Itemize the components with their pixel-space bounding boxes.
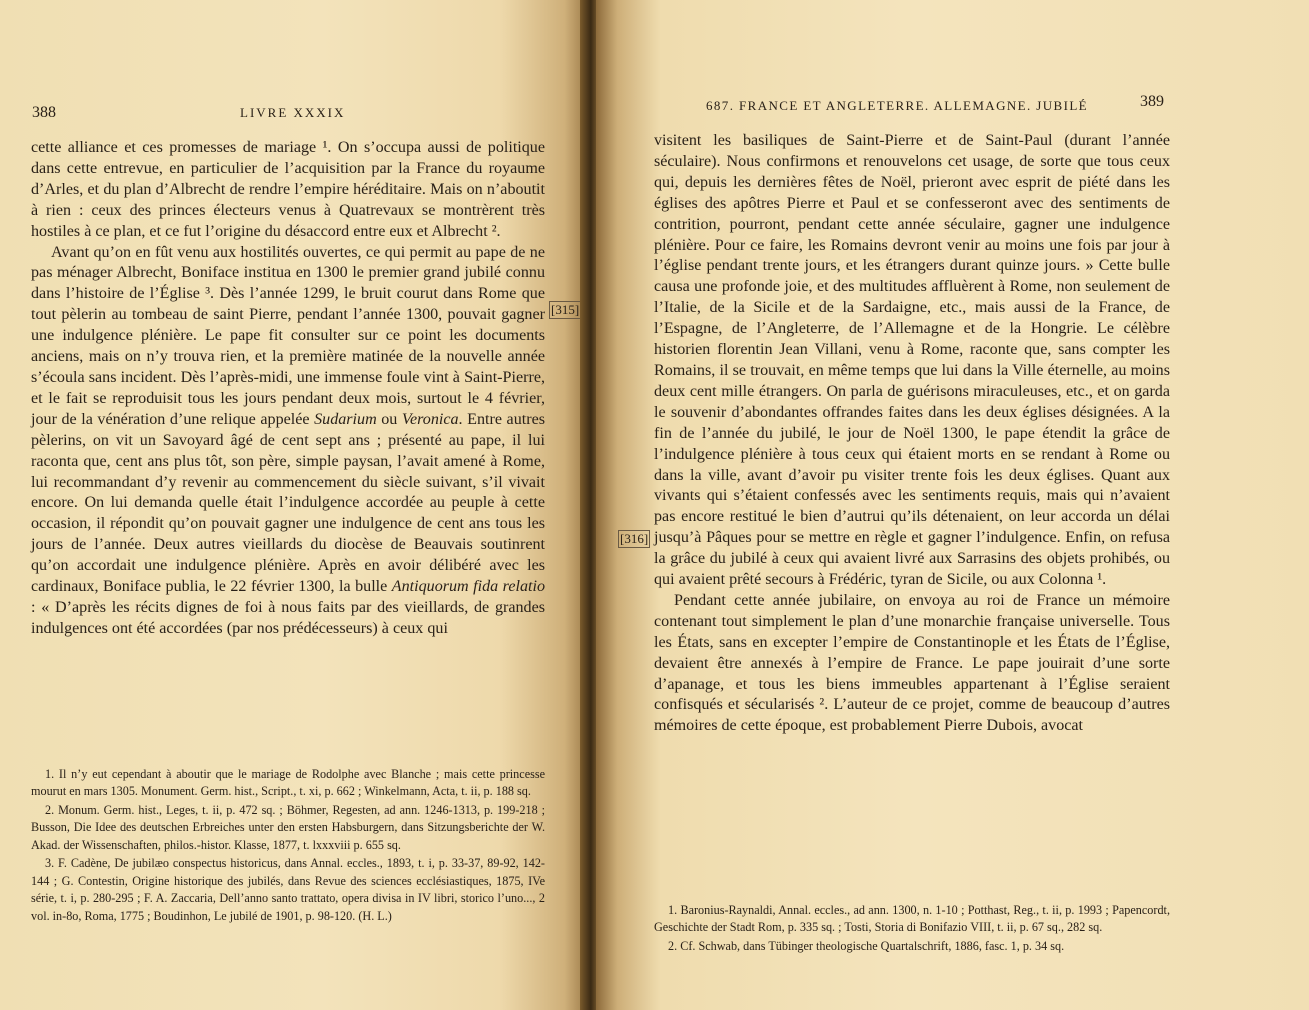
- right-page: [596, 0, 1309, 1010]
- right-body-text: [654, 131, 1170, 737]
- right-footnotes: [654, 902, 1170, 957]
- right-running-head: 687. FRANCE ET ANGLETERRE. ALLEMAGNE. JUBILÉ: [706, 98, 1089, 113]
- sudarium-term: Sudarium: [314, 410, 377, 428]
- left-page: [0, 0, 588, 1010]
- left-page-number: 388: [32, 104, 56, 121]
- left-footnotes: [31, 766, 545, 926]
- left-footnote-1: 1. Il n’y eut cependant à aboutir que le mariage de Rodolphe avec Blanche ; mais cette princesse mourut en mars 1305. Monument. Germ. hist., Script., t. xi, p. 662 ; Winkelmann, Acta, t. ii, p. 188 sq.: [31, 767, 545, 799]
- left-running-head: LIVRE XXXIX: [240, 105, 346, 120]
- left-footnote-3: 3. F. Cadène, De jubilæo conspectus historicus, dans Annal. eccles., 1893, t. i, p. 33-37, 89-92, 142-144 ; G. Contestin, Origine historique des jubilés, dans Revue des sciences ecclésiastiques, 1875, IVe série, t. i, p. 280-295 ; F. A. Zaccaria, Dell’anno santo trattato, opera divisa in IV libri, storico l’uno..., 2 vol. in-8o, Roma, 1775 ; Boudinhon, Le jubilé de 1901, p. 98-120. (H. L.): [31, 856, 545, 923]
- left-body-text: [31, 138, 545, 640]
- left-paragraph-1: cette alliance et ces promesses de mariage ¹. On s’occupa aussi de politique dans cette entrevue, en particulier de l’acquisition par la France du royaume d’Arles, et du plan d’Albrecht de rendre l’empire héréditaire. Mais on n’aboutit à rien : ceux des princes électeurs venus à Quatrevaux se montrèrent très hostiles à ce plan, et ce fut l’origine du désaccord entre eux et Albrecht ².: [31, 139, 545, 240]
- right-paragraph-1: visitent les basiliques de Saint-Pierre et de Saint-Paul (durant l’année séculaire). Nous confirmons et renouvelons cet usage, de sorte que tous ceux qui, depuis les dernières fêtes de Noël, prieront avec esprit de piété dans les églises des apôtres Pierre et Paul et se confesseront avec des sentiments de contrition, pourront, pendant cette année séculaire, gagner une indulgence plénière. Pour ce faire, les Romains devront venir au moins une fois par jour à l’église pendant trente jours, et les étrangers durant quinze jours. » Cette bulle causa une profonde joie, et des multitudes affluèrent à Rome, non seulement de l’Italie, de la Sicile et de la Sardaigne, etc., mais aussi de la France, de l’Espagne, de l’Angleterre, de l’Allemagne et de la Hongrie. Le célèbre historien florentin Jean Villani, venu à Rome, raconte que, sans compter les Romains, il se trouvait, en même temps que lui dans la Ville éternelle, au moins deux cent mille étrangers. On parla de guérisons miraculeuses, etc., et on garda le souvenir d’abondantes offrandes faites dans les deux églises désignées. A la fin de l’année du jubilé, le jour de Noël 1300, le pape étendit la grâce de l’indulgence plénière à tous ceux qui étaient morts en se rendant à Rome ou dans la ville, avant d’avoir pu visiter trente fois les deux églises. Quant aux vivants qui s’étaient confessés avec les sentiments requis, mais qui n’avaient pas encore restitué le bien d’autrui qu’ils détenaient, on leur accorda un délai jusqu’à Pâques pour se mettre en règle et gagner l’indulgence. Enfin, on refusa la grâce du jubilé à ceux qui avaient livré aux Sarrasins des objets prohibés, ou qui avaient prêté secours à Frédéric, tyran de Sicile, ou aux Colonna ¹.: [654, 132, 1170, 589]
- left-margin-number: [315]: [551, 302, 580, 317]
- right-footnote-1: 1. Baronius-Raynaldi, Annal. eccles., ad ann. 1300, n. 1-10 ; Potthast, Reg., t. ii, p. 1993 ; Papencordt, Geschichte der Stadt Rom, p. 335 sq. ; Tosti, Storia di Bonifazio VIII, t. ii, p. 67 sq., 282 sq.: [654, 903, 1170, 935]
- left-paragraph-2: Avant qu’on en fût venu aux hostilités ouvertes, ce qui permit au pape de ne pas ménager Albrecht, Boniface institua en 1300 le premier grand jubilé connu dans l’histoire de l’Église ³. Dès l’année 1299, le bruit courut dans Rome que tout pèlerin au tombeau de saint Pierre, pendant l’année 1300, pouvait gagner une indulgence plénière. Le pape fit consulter sur ce point les documents anciens, mais on n’y trouva rien, et la première matinée de la nouvelle année s’écoula sans incident. Dès l’après-midi, une immense foule vint à Saint-Pierre, et le fait se reproduisit tous les jours pendant deux mois, surtout le 4 février, jour de la vénération d’une relique appelée Sudarium ou Veronica. Entre autres pèlerins, on vit un Savoyard âgé de cent sept ans ; présenté au pape, il lui raconta que, cent ans plus tôt, son père, simple paysan, l’avait amené à Rome, lui recommandant d’y revenir au commencement du siècle suivant, s’il vivait encore. On lui demanda quelle était l’indulgence accordée au peuple à cette occasion, il répondit qu’on pouvait gagner une indulgence de cent ans tous les jours de l’année. Deux autres vieillards du diocèse de Beauvais soutinrent qu’on accordait une indulgence plénière. Après en avoir délibéré avec les cardinaux, Boniface publia, le 22 février 1300, la bulle Antiquorum fida relatio : « D’après les récits dignes de foi à nous faits par des vieillards, de grandes indulgences ont été accordées (par nos prédécesseurs) à ceux qui: [31, 243, 545, 637]
- veronica-term: Veronica: [401, 410, 459, 428]
- right-page-number: 389: [1140, 93, 1164, 110]
- bull-title: Antiquorum fida relatio: [391, 578, 545, 596]
- right-margin-number: [316]: [620, 531, 649, 546]
- right-footnote-2: 2. Cf. Schwab, dans Tübinger theologische Quartalschrift, 1886, fasc. 1, p. 34 sq.: [668, 939, 1065, 953]
- right-paragraph-2: Pendant cette année jubilaire, on envoya au roi de France un mémoire contenant tout simplement le plan d’une monarchie française universelle. Tous les États, sans en excepter l’empire de Constantinople et les États de l’Église, devaient être annexés à l’empire de France. Le pape jouirait d’une sorte d’apanage, et tous les biens immeubles appartenant à l’Église seraient confisqués et sécularisés ². L’auteur de ce projet, comme de beaucoup d’autres mémoires de cette époque, est probablement Pierre Dubois, avocat: [654, 591, 1170, 735]
- left-footnote-2: 2. Monum. Germ. hist., Leges, t. ii, p. 472 sq. ; Böhmer, Regesten, ad ann. 1246-1313, p. 199-218 ; Busson, Die Idee des deutschen Erbreiches unter den ersten Habsburgern, dans Sitzungsberichte der W. Akad. der Wissenschaften, philos.-histor. Klasse, 1877, t. lxxxviii p. 655 sq.: [31, 803, 545, 852]
